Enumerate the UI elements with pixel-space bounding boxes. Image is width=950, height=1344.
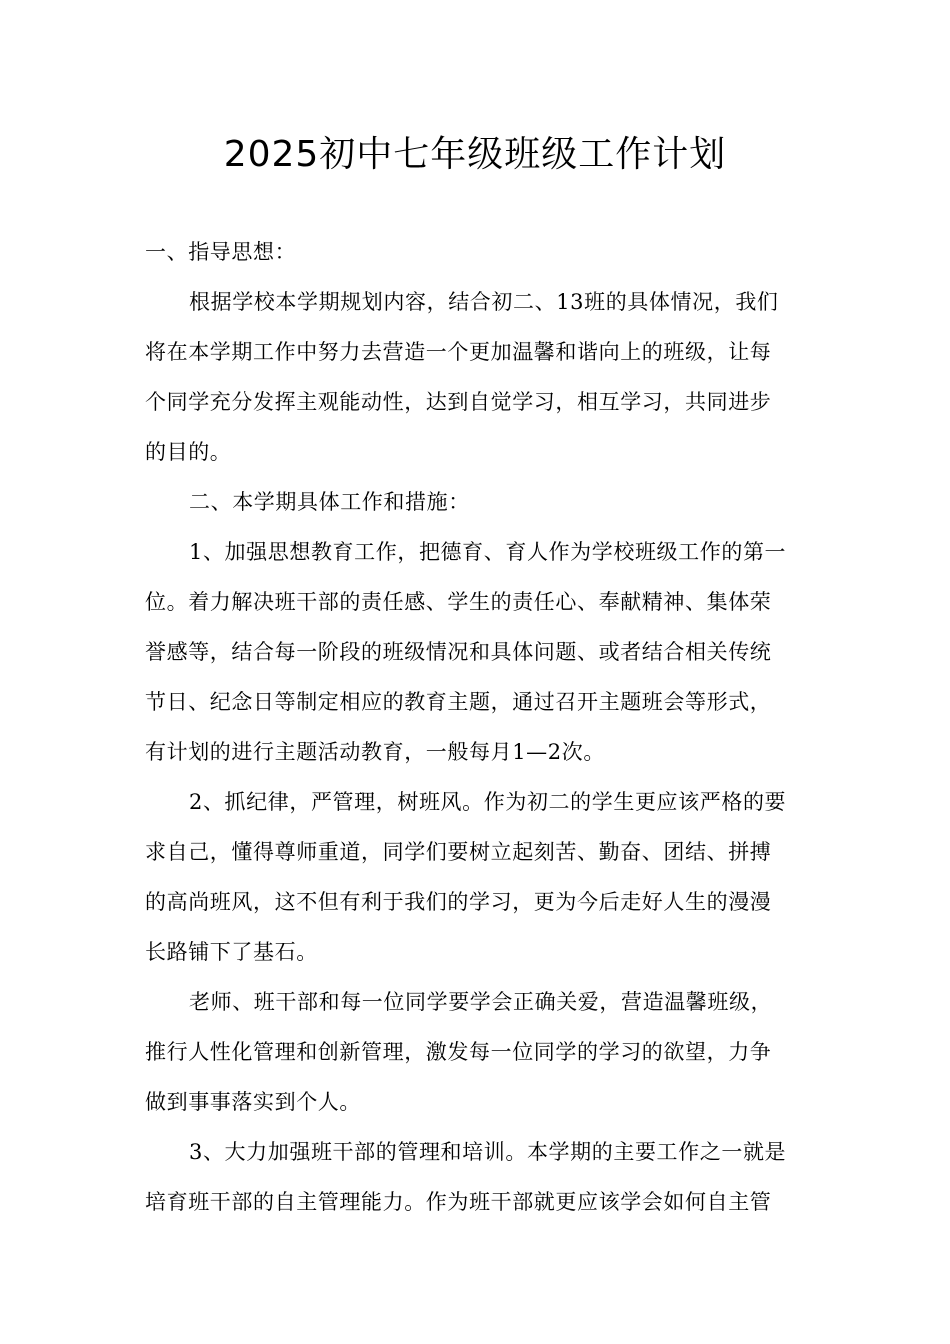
- paragraph-line: 根据学校本学期规划内容，结合初二、13班的具体情况，我们: [189, 290, 779, 314]
- paragraph-line: 个同学充分发挥主观能动性，达到自觉学习，相互学习，共同进步: [145, 390, 772, 414]
- paragraph-line: 求自己，懂得尊师重道，同学们要树立起刻苦、勤奋、团结、拼搏: [145, 840, 772, 864]
- paragraph-line: 1、加强思想教育工作，把德育、育人作为学校班级工作的第一: [189, 540, 787, 564]
- paragraph-line: 位。着力解决班干部的责任感、学生的责任心、奉献精神、集体荣: [145, 590, 772, 614]
- paragraph-line: 长路铺下了基石。: [145, 940, 318, 964]
- paragraph-line: 3、大力加强班干部的管理和培训。本学期的主要工作之一就是: [189, 1140, 787, 1164]
- paragraph-line: 有计划的进行主题活动教育，一般每月1—2次。: [145, 740, 605, 764]
- paragraph-line: 的目的。: [145, 440, 232, 464]
- paragraph-line: 的高尚班风，这不但有利于我们的学习，更为今后走好人生的漫漫: [145, 890, 772, 914]
- paragraph-line: 老师、班干部和每一位同学要学会正确关爱，营造温馨班级，: [189, 990, 773, 1014]
- paragraph-line: 誉感等，结合每一阶段的班级情况和具体问题、或者结合相关传统: [145, 640, 772, 664]
- page-title: 2025初中七年级班级工作计划: [223, 134, 727, 175]
- paragraph-line: 2、抓纪律，严管理，树班风。作为初二的学生更应该严格的要: [189, 790, 787, 814]
- section-heading: 二、本学期具体工作和措施：: [189, 490, 470, 514]
- paragraph-line: 节日、纪念日等制定相应的教育主题，通过召开主题班会等形式，: [145, 690, 772, 714]
- section-heading: 一、指导思想：: [145, 240, 297, 264]
- paragraph-line: 将在本学期工作中努力去营造一个更加温馨和谐向上的班级，让每: [145, 340, 772, 364]
- paragraph-line: 推行人性化管理和创新管理，激发每一位同学的学习的欲望，力争: [145, 1040, 772, 1064]
- paragraph-line: 培育班干部的自主管理能力。作为班干部就更应该学会如何自主管: [145, 1190, 772, 1214]
- document-body: [145, 227, 807, 1227]
- paragraph-line: 做到事事落实到个人。: [145, 1090, 361, 1114]
